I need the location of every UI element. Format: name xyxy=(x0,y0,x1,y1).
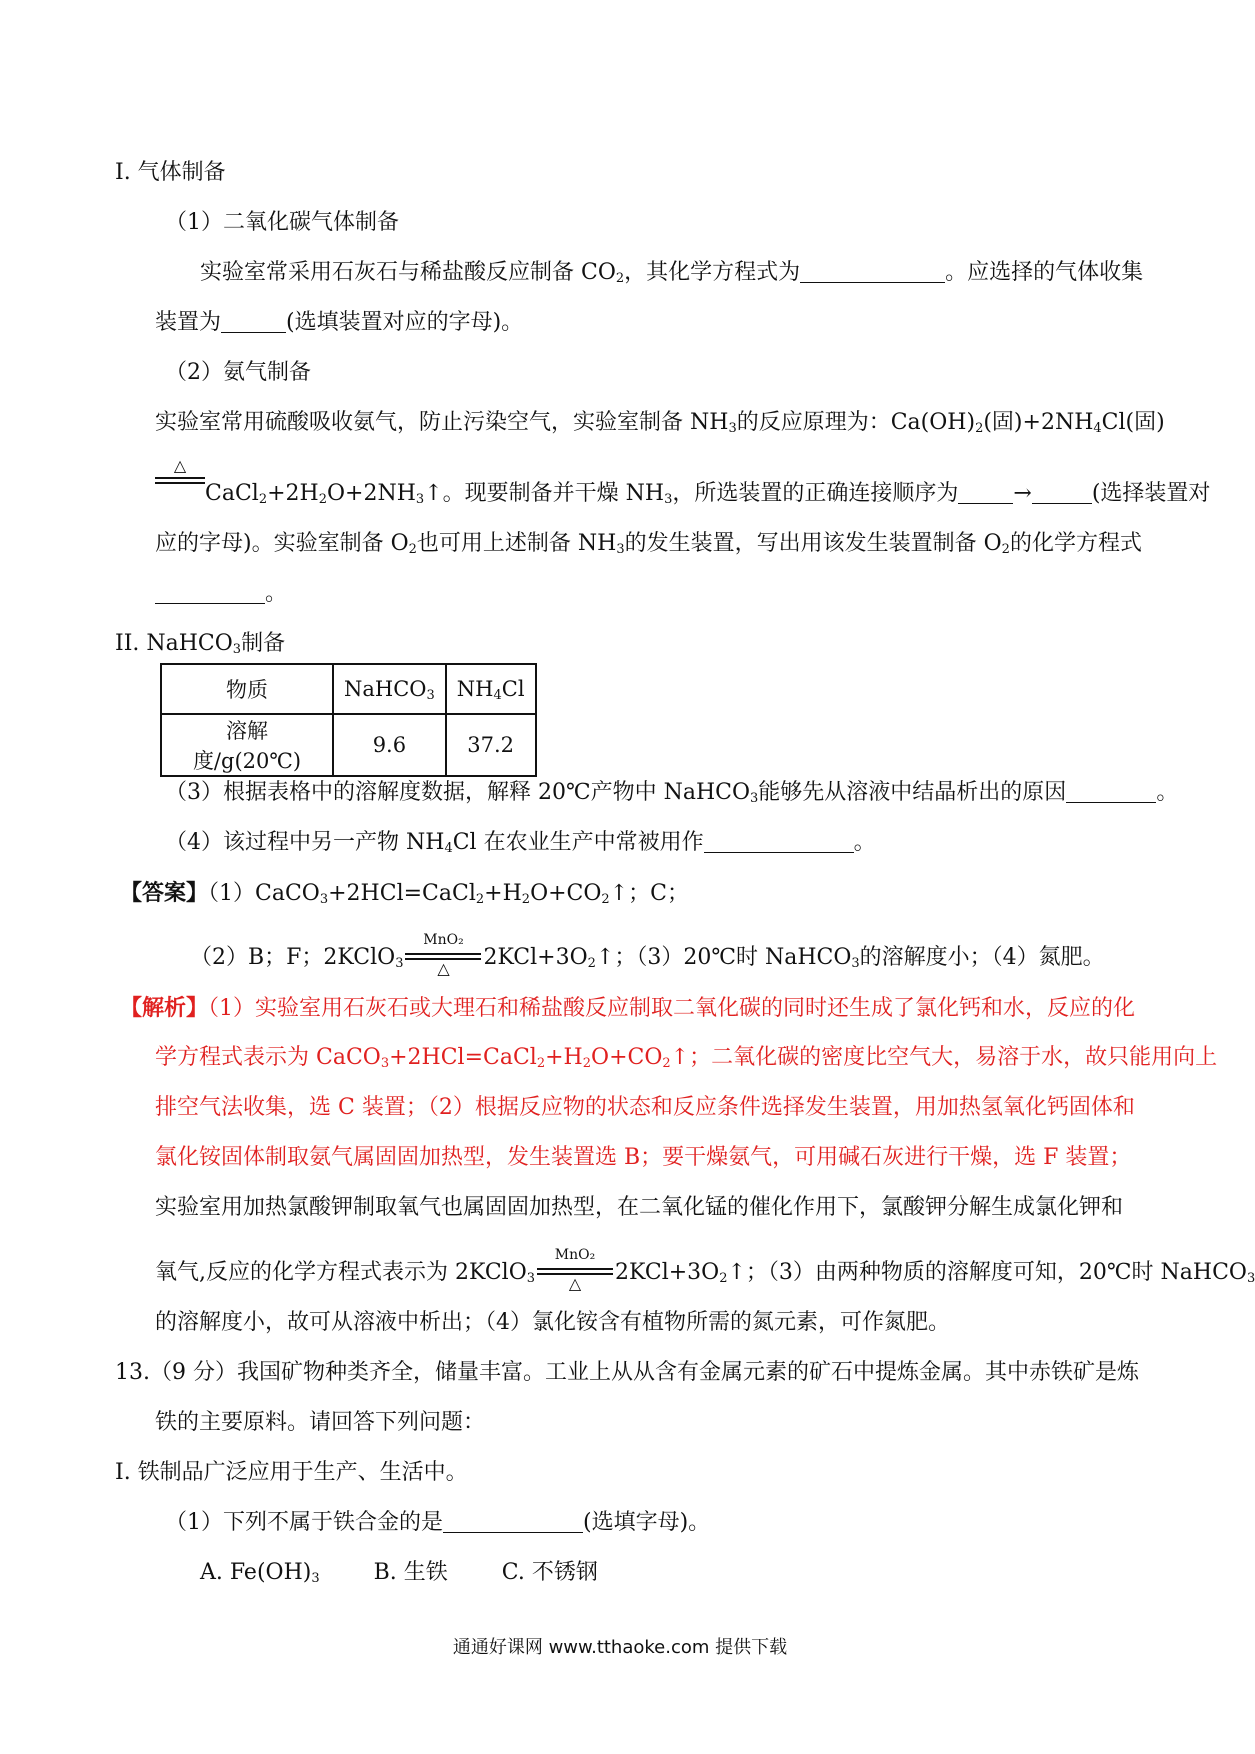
question-3-text: （3）根据表格中的溶解度数据，解释 20℃产物中 NaHCO$_3$能够先从溶液中结晶析出的原因 。 xyxy=(165,780,1179,806)
option-a: A. $Fe(OH)_3$ xyxy=(200,1560,320,1586)
analysis-label: 【解析】 xyxy=(120,995,209,1021)
answer-blank[interactable] xyxy=(704,830,854,853)
answer-line1: 【答案】$(1)CaCO_3+2HCl=CaCl_2+H_2O+CO_2↑$；C； xyxy=(120,880,689,907)
part-1-heading: I. 气体制备 xyxy=(115,160,226,185)
option-c: C. 不锈钢 xyxy=(501,1560,598,1585)
question-13-part-1: I. 铁制品广泛应用于生产、生活中。 xyxy=(115,1460,468,1485)
answer-blank[interactable] xyxy=(958,481,1013,504)
question-13-options xyxy=(200,1557,598,1589)
analysis-line5: 实验室用加热氯酸钾制取氧气也属固固加热型，在二氧化锰的催化作用下，氯酸钾分解生成氯化钾和 xyxy=(155,1195,1124,1220)
question-13-line1: 13.（9 分）我国矿物种类齐全，储量丰富。工业上从从含有金属元素的矿石中提炼金属。其中赤铁矿是炼 xyxy=(115,1360,1139,1385)
question-2-title: （2）氨气制备 xyxy=(165,360,311,385)
question-2-text-line3: 应的字母)。实验室制备 $O_2$也可用上述制备 $NH_3$的发生装置，写出用该发生装置制备 $O_2$的化学方程式 xyxy=(155,531,1142,557)
table-header-cell: $NH_4Cl$ xyxy=(446,664,536,714)
answer-blank[interactable] xyxy=(155,581,265,604)
option-b: B. 生铁 xyxy=(373,1560,448,1585)
table-cell: 37.2 xyxy=(446,714,536,776)
reaction-condition: MnO₂ △ xyxy=(403,942,483,974)
answer-blank[interactable] xyxy=(221,310,286,333)
heating-condition-symbol: △ xyxy=(155,458,205,488)
question-1-title: （1）二氧化碳气体制备 xyxy=(165,210,399,235)
table-row xyxy=(161,714,536,776)
answer-blank[interactable] xyxy=(1032,481,1092,504)
analysis-line7: 的溶解度小，故可从溶液中析出；（4）氯化铵含有植物所需的氮元素，可作氮肥。 xyxy=(155,1310,950,1335)
question-13-sub-1: （1）下列不属于铁合金的是 (选填字母)。 xyxy=(165,1510,711,1535)
answer-blank[interactable] xyxy=(443,1510,583,1533)
question-2-text-line4: 。 xyxy=(155,578,287,610)
question-2-text-line2: $CaCl_2+2H_2O+2NH_3↑$。现要制备并干燥 $NH_3$，所选装置的正确连接顺序为 → (选择装置对 xyxy=(205,481,1211,507)
analysis-line2: 学方程式表示为 $CaCO_3+2HCl=CaCl_2+H_2O+CO_2↑$；二氧化碳的密度比空气大，易溶于水，故只能用向上 xyxy=(155,1045,1218,1071)
solubility-table xyxy=(160,663,537,777)
page-footer: 通通好课网 www.tthaoke.com 提供下载 xyxy=(452,1637,788,1658)
table-cell: 9.6 xyxy=(333,714,446,776)
answer-blank[interactable] xyxy=(1066,780,1156,803)
answer-line2: （2）B；F；2KClO$_3$ MnO₂ △ $2KCl+3O_2↑$；（3）20℃时 NaHCO$_3$的溶解度小；（4）氮肥。 xyxy=(190,932,1105,978)
part-2-heading: II. NaHCO$_3$制备 xyxy=(115,631,286,657)
analysis-line4: 氯化铵固体制取氨气属固固加热型，发生装置选 B；要干燥氨气，可用碱石灰进行干燥，选 F 装置； xyxy=(155,1145,1132,1170)
table-cell: 溶解度/g(20℃) xyxy=(161,714,333,776)
analysis-line3: 排空气法收集，选 C 装置；（2）根据反应物的状态和反应条件选择发生装置，用加热氢氧化钙固体和 xyxy=(155,1095,1135,1120)
question-1-text-line2: 装置为 (选填装置对应的字母)。 xyxy=(155,310,524,335)
reaction-condition: MnO₂ △ xyxy=(535,1257,615,1289)
question-2-text-line1: 实验室常用硫酸吸收氨气，防止污染空气，实验室制备 $NH_3$的反应原理为：$Ca(OH)_2$(固)$+2NH_4Cl$(固) xyxy=(155,410,1165,436)
analysis-line1: 【解析】（1）实验室用石灰石或大理石和稀盐酸反应制取二氧化碳的同时还生成了氯化钙和水，反应的化 xyxy=(120,995,1136,1021)
table-header-row xyxy=(161,664,536,714)
answer-blank[interactable] xyxy=(800,260,945,283)
table-header-cell: 物质 xyxy=(161,664,333,714)
answer-label: 【答案】 xyxy=(120,880,209,906)
question-1-text: 实验室常采用石灰石与稀盐酸反应制备 $CO_2$，其化学方程式为 。应选择的气体收集 xyxy=(200,260,1144,286)
question-4-text: （4）该过程中另一产物 $NH_4Cl$ 在农业生产中常被用作 。 xyxy=(165,830,876,856)
analysis-line6: 氧气,反应的化学方程式表示为 2KClO$_3$ MnO₂ △ $2KCl+3O_2↑$；（3）由两种物质的溶解度可知，20℃时 NaHCO$_3$ xyxy=(155,1247,1255,1293)
question-13-line2: 铁的主要原料。请回答下列问题： xyxy=(155,1410,486,1435)
table-header-cell: NaHCO$_3$ xyxy=(333,664,446,714)
